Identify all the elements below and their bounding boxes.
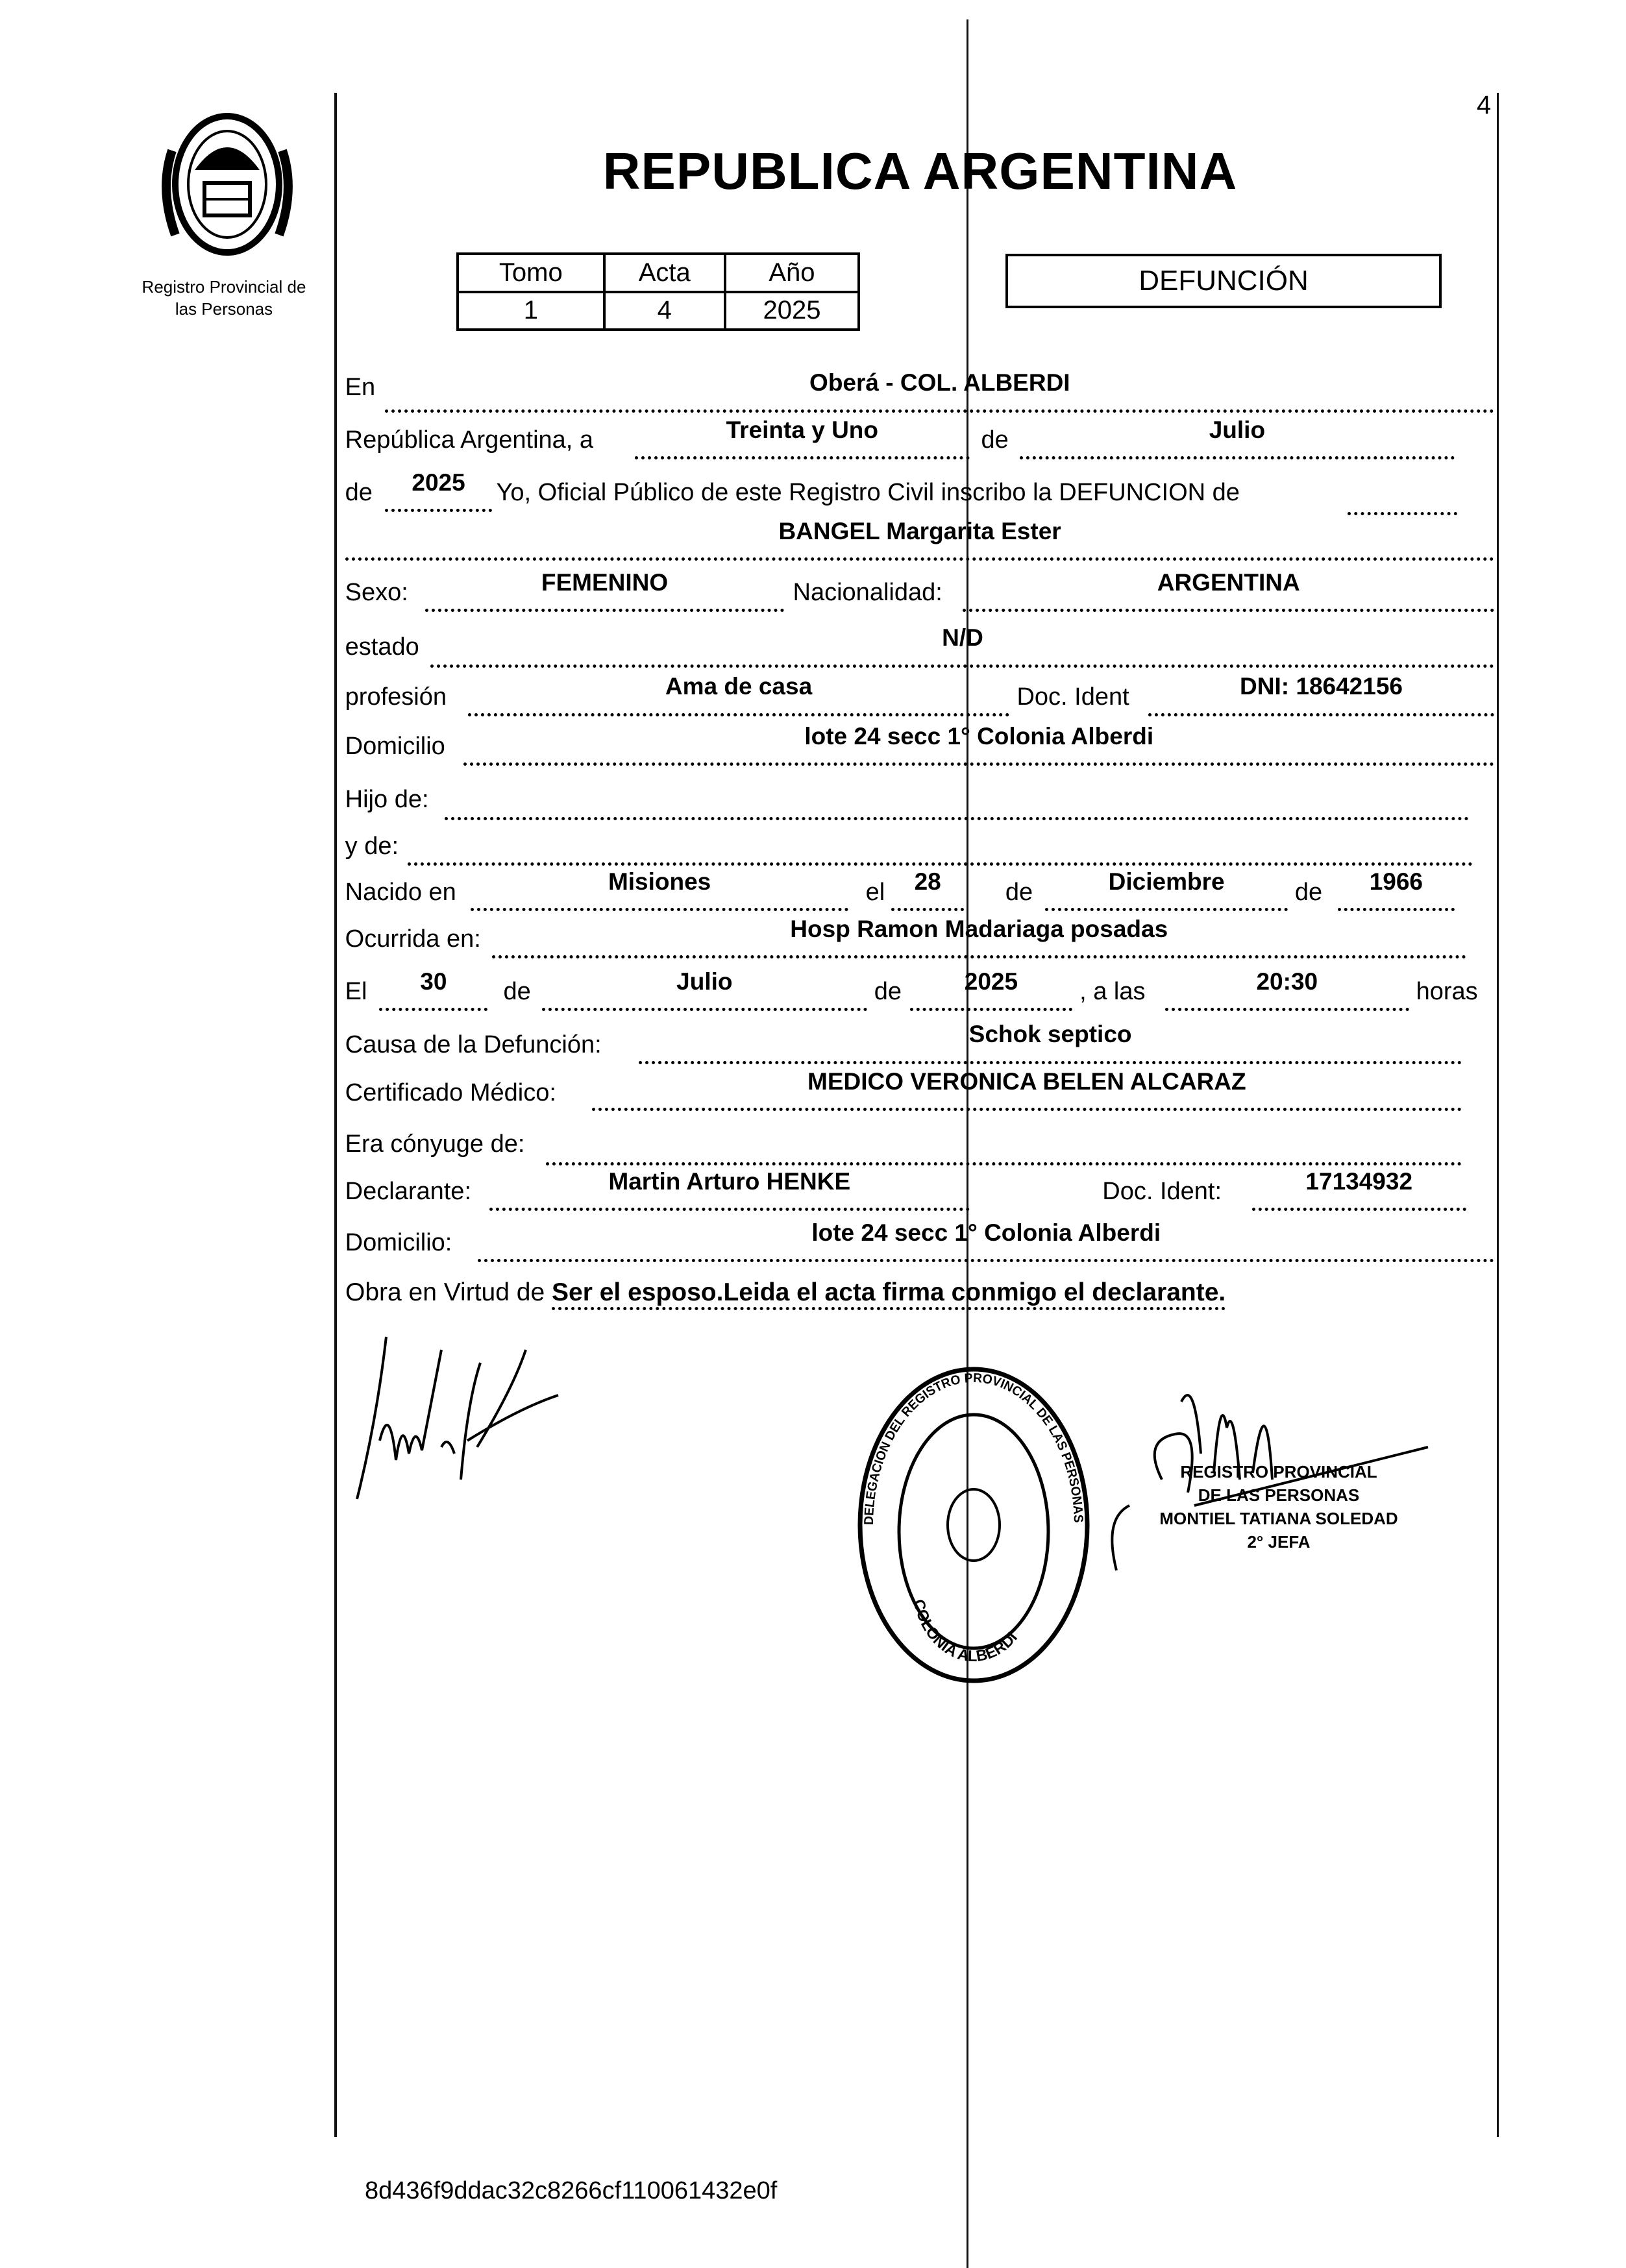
year-value-line [385,509,492,512]
page-number: 4 [1477,91,1492,119]
birth-day-value: 28 [914,868,941,896]
month-value: Julio [1209,416,1266,443]
birth-month-value: Diciembre [1108,868,1225,896]
label-causa: Causa de la Defunción: [345,1030,602,1058]
civil-status-value: N/D [942,624,983,652]
label-doc-ident: Doc. Ident [1016,683,1129,711]
declarant-signature [351,1324,688,1506]
label-sexo: Sexo: [345,579,408,607]
official-line-4: 2° JEFA [1247,1532,1311,1552]
label-de: de [981,426,1009,454]
left-margin-line [334,93,337,2137]
birth-month-value-line [1045,908,1287,911]
label-domicilio: Domicilio [345,733,445,761]
document-value-line [1148,713,1495,716]
death-place-value: Hosp Ramon Madariaga posadas [790,915,1168,942]
record-table [456,252,860,331]
civil-status-value-line [430,665,1494,668]
registry-caption: Registro Provincial de las Personas [142,277,306,319]
label-hijo-de: Hijo de: [345,785,429,813]
label-el: el [865,878,885,906]
certificate-value-line [592,1108,1462,1111]
day-value: Treinta y Uno [726,416,879,443]
place-value: Oberá - COL. ALBERDI [809,369,1070,396]
seal-inner-text: COLONIA ALBERDI [909,1597,1021,1666]
declarant-doc-value: 17134932 [1305,1167,1413,1195]
label-certificado: Certificado Médico: [345,1079,556,1107]
death-time-value-line [1165,1008,1409,1011]
svg-text:DELEGACION DEL REGISTRO PROVIN [862,1371,1085,1525]
right-margin-line [1497,93,1499,2137]
declarant-doc-value-line [1252,1208,1466,1211]
obra-label: Obra en Virtud de [345,1278,545,1306]
father-value-line [445,817,1468,820]
declarant-value: Martin Arturo HENKE [608,1167,851,1195]
place-value-line [385,409,1494,413]
profession-value: Ama de casa [665,673,813,700]
month-value-line [1020,456,1455,459]
death-year-value-line [910,1008,1072,1011]
declarant-address-value: lote 24 secc 1° Colonia Alberdi [811,1219,1161,1246]
label-de-birth-year: de [1294,878,1323,906]
death-year-value: 2025 [964,968,1018,995]
official-line-1: REGISTRO PROVINCIAL [1180,1462,1377,1482]
profession-value-line [468,713,1010,716]
certificate-value: MEDICO VERONICA BELEN ALCARAZ [807,1067,1246,1095]
label-ocurrida-en: Ocurrida en: [345,925,481,953]
official-signature-block [1129,1460,1428,1554]
label-en: En [345,373,376,401]
deceased-name-value-line [345,557,1495,561]
label-conyuge: Era cónyuge de: [345,1130,525,1158]
scan-fold-line [967,19,968,2268]
label-doc-ident-declarant: Doc. Ident: [1102,1177,1222,1205]
birth-year-value-line [1338,908,1455,911]
header-tomo: Tomo [458,254,604,292]
obra-text: Ser el esposo.Leida el acta firma conmigo el declarante. [552,1278,1226,1306]
value-anio: 2025 [725,292,859,330]
day-value-line [635,456,970,459]
sex-value: FEMENINO [541,568,669,596]
label-de-birth-month: de [1005,878,1033,906]
nationality-value: ARGENTINA [1157,568,1300,596]
cause-value: Schok septico [968,1021,1132,1048]
cause-value-line [639,1061,1462,1064]
record-type-box: DEFUNCIÓN [1005,254,1442,308]
label-horas: horas [1416,978,1478,1006]
label-domicilio-declarant: Domicilio: [345,1229,452,1256]
birth-year-value: 1966 [1369,868,1423,896]
page-title: REPUBLICA ARGENTINA [602,142,1238,200]
declarant-address-value-line [478,1259,1494,1262]
label-de-year: de [345,479,373,507]
obra-line [345,1280,1226,1305]
year-value: 2025 [412,469,465,496]
death-month-value: Julio [676,968,733,995]
label-de-death-year: de [874,978,902,1006]
label-nacido-en: Nacido en [345,878,456,906]
birthplace-value-line [471,908,848,911]
address-value-line [463,762,1494,766]
label-estado: estado [345,633,419,661]
intro-fill-line [1348,512,1457,515]
deceased-name-value: BANGEL Margarita Ester [778,517,1061,544]
document-hash: 8d436f9ddac32c8266cf110061432e0f [365,2177,778,2204]
mother-value-line [408,862,1473,866]
declarant-value-line [489,1208,970,1211]
svg-text:COLONIA ALBERDI [909,1598,1021,1665]
label-de-death-month: de [503,978,531,1006]
header-acta: Acta [604,254,725,292]
official-line-3: MONTIEL TATIANA SOLEDAD [1159,1509,1398,1528]
birthplace-value: Misiones [608,868,711,896]
label-profesion: profesión [345,683,447,711]
birth-day-value-line [891,908,964,911]
intro-text: Yo, Oficial Público de este Registro Civil inscribo la DEFUNCION de [496,479,1240,507]
document-value: DNI: 18642156 [1240,673,1403,700]
death-place-value-line [492,955,1466,958]
death-month-value-line [542,1008,867,1011]
sex-value-line [425,609,785,612]
seal-outer-text: DELEGACION DEL REGISTRO PROVINCIAL DE LAS PERSONAS [861,1371,1086,1526]
death-day-value: 30 [420,968,447,995]
official-line-2: DE LAS PERSONAS [1198,1485,1360,1505]
label-el-date: El [345,978,367,1006]
address-value: lote 24 secc 1° Colonia Alberdi [804,723,1154,750]
value-tomo: 1 [458,292,604,330]
header-anio: Año [725,254,859,292]
label-republica: República Argentina, a [345,426,594,454]
label-declarante: Declarante: [345,1177,471,1205]
death-time-value: 20:30 [1256,968,1318,995]
official-seal-stamp [850,1363,1097,1687]
value-acta: 4 [604,292,725,330]
label-nacionalidad: Nacionalidad: [793,579,942,607]
nationality-value-line [963,609,1494,612]
label-y-de: y de: [345,833,399,860]
label-a-las: , a las [1079,978,1146,1006]
death-day-value-line [379,1008,487,1011]
spouse-value-line [546,1162,1461,1165]
